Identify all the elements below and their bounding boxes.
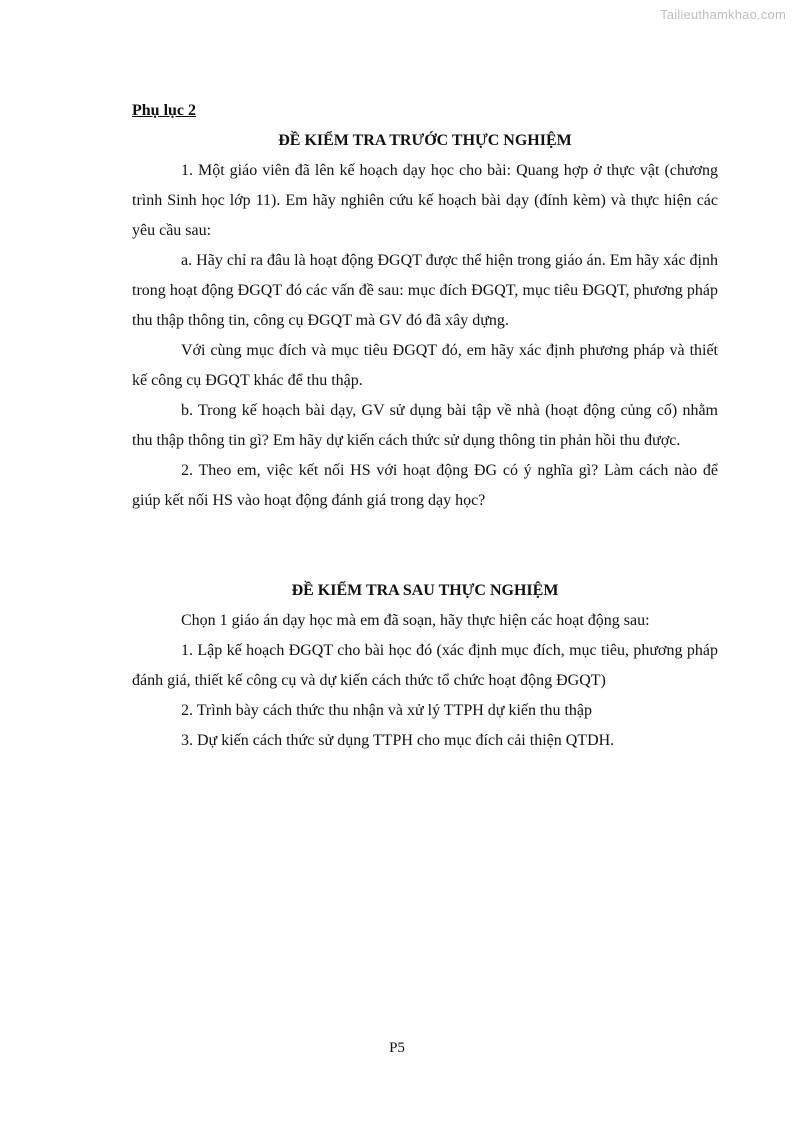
appendix-title: Phụ lục 2 xyxy=(132,102,197,119)
post-test-intro: Chọn 1 giáo án dạy học mà em đã soạn, hãy thực hiện các hoạt động sau: xyxy=(181,612,650,629)
document-body xyxy=(132,96,718,756)
post-test-heading: ĐỀ KIỂM TRA SAU THỰC NGHIỆM xyxy=(291,582,559,599)
post-test-task-1: 1. Lập kế hoạch ĐGQT cho bài học đó (xác định mục đích, mục tiêu, phương pháp đánh giá, thiết kế công cụ và dự kiến cách thức tổ chức hoạt động ĐGQT) xyxy=(132,642,718,689)
pre-test-heading: ĐỀ KIỂM TRA TRƯỚC THỰC NGHIỆM xyxy=(278,132,572,149)
pre-test-question-1a-followup: Với cùng mục đích và mục tiêu ĐGQT đó, em hãy xác định phương pháp và thiết kế công cụ ĐGQT khác để thu thập. xyxy=(132,342,718,389)
pre-test-question-1b: b. Trong kế hoạch bài dạy, GV sử dụng bài tập về nhà (hoạt động củng cố) nhằm thu thập thông tin gì? Em hãy dự kiến cách thức sử dụng thông tin phản hồi thu được. xyxy=(132,402,718,449)
post-test-task-2: 2. Trình bày cách thức thu nhận và xử lý TTPH dự kiến thu thập xyxy=(181,702,593,719)
post-test-task-3: 3. Dự kiến cách thức sử dụng TTPH cho mục đích cải thiện QTDH. xyxy=(181,732,615,749)
page-number: P5 xyxy=(389,1040,405,1056)
pre-test-question-2: 2. Theo em, việc kết nối HS với hoạt động ĐG có ý nghĩa gì? Làm cách nào để giúp kết nối HS vào hoạt động đánh giá trong dạy học? xyxy=(132,462,718,509)
watermark: Tailieuthamkhao.com xyxy=(660,7,786,22)
pre-test-question-1: 1. Một giáo viên đã lên kế hoạch dạy học cho bài: Quang hợp ở thực vật (chương trình Sinh học lớp 11). Em hãy nghiên cứu kế hoạch bài dạy (đính kèm) và thực hiện các yêu cầu sau: xyxy=(132,162,718,239)
pre-test-question-1a: a. Hãy chỉ ra đâu là hoạt động ĐGQT được thể hiện trong giáo án. Em hãy xác định trong hoạt động ĐGQT đó các vấn đề sau: mục đích ĐGQT, mục tiêu ĐGQT, phương pháp thu thập thông tin, công cụ ĐGQT mà GV đó đã xây dựng. xyxy=(132,252,718,329)
section-spacer xyxy=(132,516,718,576)
